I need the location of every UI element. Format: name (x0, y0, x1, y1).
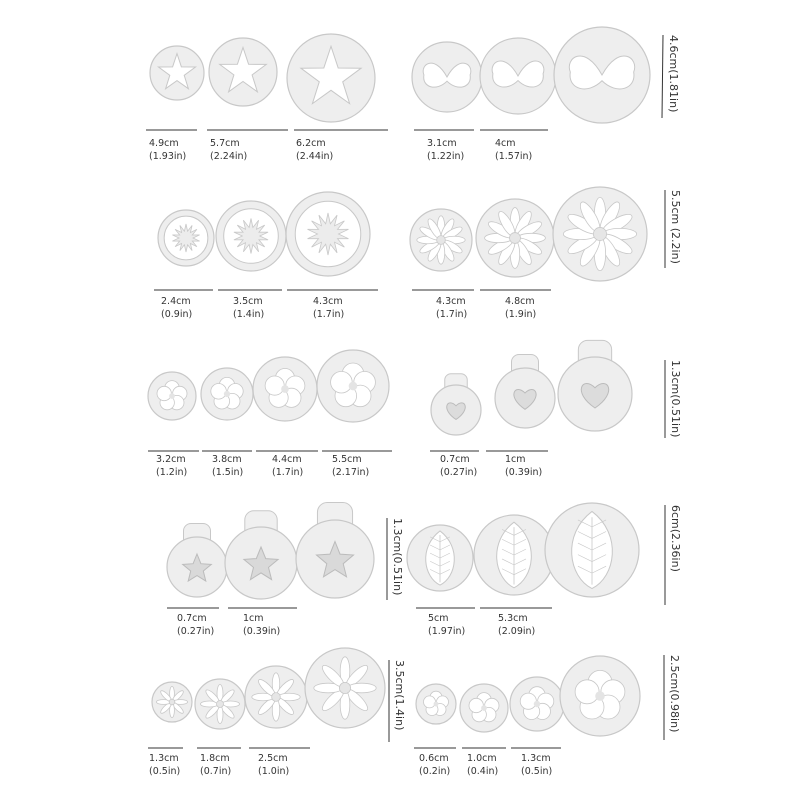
size-cm: 3.8cm (212, 454, 242, 465)
size-label (156, 453, 187, 479)
plum-cutter (416, 684, 456, 724)
size-in: (0.27in) (177, 626, 215, 637)
size-label (212, 453, 243, 479)
size-cm: 0.7cm (177, 613, 207, 624)
size-label (495, 137, 532, 163)
size-cm: 3.2cm (156, 454, 186, 465)
size-label (272, 453, 303, 479)
size-label (177, 612, 214, 638)
size-cm: 1.3cm (149, 753, 179, 764)
size-in: (1.93in) (149, 151, 187, 162)
dimension-label: 1.3cm(0.51in) (391, 518, 404, 596)
small-star-cutter (296, 502, 374, 598)
size-label (440, 453, 477, 479)
size-cm: 5.7cm (210, 138, 240, 149)
butterfly-cutters-group (412, 27, 663, 130)
plum-cutters-group (414, 655, 664, 748)
size-in: (1.57in) (495, 151, 533, 162)
star-cutter (209, 38, 277, 106)
size-in: (0.5in) (149, 766, 181, 777)
blossom-cutter (148, 372, 196, 420)
mini-daisy-cutter (305, 648, 385, 728)
plum-cutter (510, 677, 564, 731)
size-in: (1.9in) (505, 309, 537, 320)
size-in: (2.44in) (296, 151, 334, 162)
size-cm: 0.7cm (440, 454, 470, 465)
heart-cutter (495, 355, 555, 429)
leaf-cutter (407, 525, 473, 591)
size-label (419, 752, 450, 778)
size-label (505, 295, 536, 321)
size-cm: 4.3cm (313, 296, 343, 307)
leaf-cutters-group (407, 503, 665, 608)
size-cm: 2.5cm (258, 753, 288, 764)
size-cm: 4.8cm (505, 296, 535, 307)
butterfly-cutter (412, 42, 482, 112)
size-in: (1.0in) (258, 766, 290, 777)
size-in: (2.17in) (332, 467, 370, 478)
size-label (233, 295, 264, 321)
heart-cutters-group (430, 340, 665, 451)
size-label (498, 612, 535, 638)
size-in: (1.5in) (212, 467, 244, 478)
heart-cutter (431, 374, 481, 435)
size-in: (0.9in) (161, 309, 193, 320)
dimension-label: 6cm(2.36in) (669, 505, 682, 572)
small-star-cutter (225, 511, 297, 599)
size-cm: 3.1cm (427, 138, 457, 149)
size-label (200, 752, 231, 778)
size-in: (0.2in) (419, 766, 451, 777)
size-label (210, 137, 247, 163)
dimension-rule (662, 35, 663, 118)
size-in: (0.27in) (440, 467, 478, 478)
small-star-cutter (167, 524, 227, 598)
size-label (436, 295, 467, 321)
size-cm: 1cm (243, 613, 264, 624)
dimension-label: 1.3cm(0.51in) (669, 360, 682, 438)
size-cm: 4.3cm (436, 296, 466, 307)
size-in: (2.09in) (498, 626, 536, 637)
daisy-cutter (410, 209, 472, 271)
star-cutter (150, 46, 204, 100)
size-label (427, 137, 464, 163)
plum-cutter (460, 684, 508, 732)
blossom-cutters-group (148, 350, 392, 451)
size-in: (1.7in) (272, 467, 304, 478)
size-label (467, 752, 498, 778)
size-cm: 1.8cm (200, 753, 230, 764)
size-cm: 1.3cm (521, 753, 551, 764)
mini-daisy-cutter (195, 679, 245, 729)
size-in: (1.2in) (156, 467, 188, 478)
size-in: (0.5in) (521, 766, 553, 777)
size-label (149, 137, 186, 163)
daisy-cutter (476, 199, 554, 277)
mini-daisy-cutter (152, 682, 192, 722)
size-label (505, 453, 542, 479)
size-cm: 4.4cm (272, 454, 302, 465)
size-cm: 1.0cm (467, 753, 497, 764)
size-cm: 4.9cm (149, 138, 179, 149)
mini-daisy-cutter (245, 666, 307, 728)
leaf-cutter (474, 515, 554, 595)
size-in: (0.39in) (243, 626, 281, 637)
blossom-cutter (253, 357, 317, 421)
leaf-cutter (545, 503, 639, 597)
sunburst-cutters-group (154, 192, 378, 290)
size-in: (0.7in) (200, 766, 232, 777)
sunburst-cutter (286, 192, 370, 276)
size-cm: 5cm (428, 613, 449, 624)
size-label (313, 295, 344, 321)
daisy-cutter (553, 187, 647, 281)
size-cm: 6.2cm (296, 138, 326, 149)
size-cm: 0.6cm (419, 753, 449, 764)
dimension-label: 4.6cm(1.81in) (667, 35, 680, 113)
size-label (428, 612, 465, 638)
dimension-label: 2.5cm(0.98in) (668, 655, 681, 733)
sunburst-cutter (216, 201, 286, 271)
size-label (161, 295, 192, 321)
heart-cutter (558, 340, 632, 431)
size-cm: 4cm (495, 138, 516, 149)
size-in: (0.39in) (505, 467, 543, 478)
butterfly-cutter (480, 38, 556, 114)
small-star-cutters-group (167, 502, 387, 608)
size-in: (1.97in) (428, 626, 466, 637)
mini-daisy-cutters-group (148, 648, 389, 748)
sunburst-cutter (158, 210, 214, 266)
size-label (243, 612, 280, 638)
daisy-cutters-group (410, 187, 665, 290)
size-cm: 2.4cm (161, 296, 191, 307)
blossom-cutter (317, 350, 389, 422)
size-in: (1.4in) (233, 309, 265, 320)
size-in: (1.7in) (313, 309, 345, 320)
butterfly-cutter (554, 27, 650, 123)
dimension-label: 3.5cm(1.4in) (393, 660, 406, 731)
size-in: (1.7in) (436, 309, 468, 320)
size-label (296, 137, 333, 163)
star-cutter (287, 34, 375, 122)
star-cutters-group (146, 34, 388, 130)
size-in: (2.24in) (210, 151, 248, 162)
size-in: (1.22in) (427, 151, 465, 162)
size-cm: 3.5cm (233, 296, 263, 307)
size-label (332, 453, 369, 479)
size-in: (0.4in) (467, 766, 499, 777)
plum-cutter (560, 656, 640, 736)
size-label (149, 752, 180, 778)
size-cm: 5.5cm (332, 454, 362, 465)
dimension-label: 5.5cm (2.2in) (669, 190, 682, 264)
size-label (258, 752, 289, 778)
blossom-cutter (201, 368, 253, 420)
size-label (521, 752, 552, 778)
size-cm: 5.3cm (498, 613, 528, 624)
size-cm: 1cm (505, 454, 526, 465)
